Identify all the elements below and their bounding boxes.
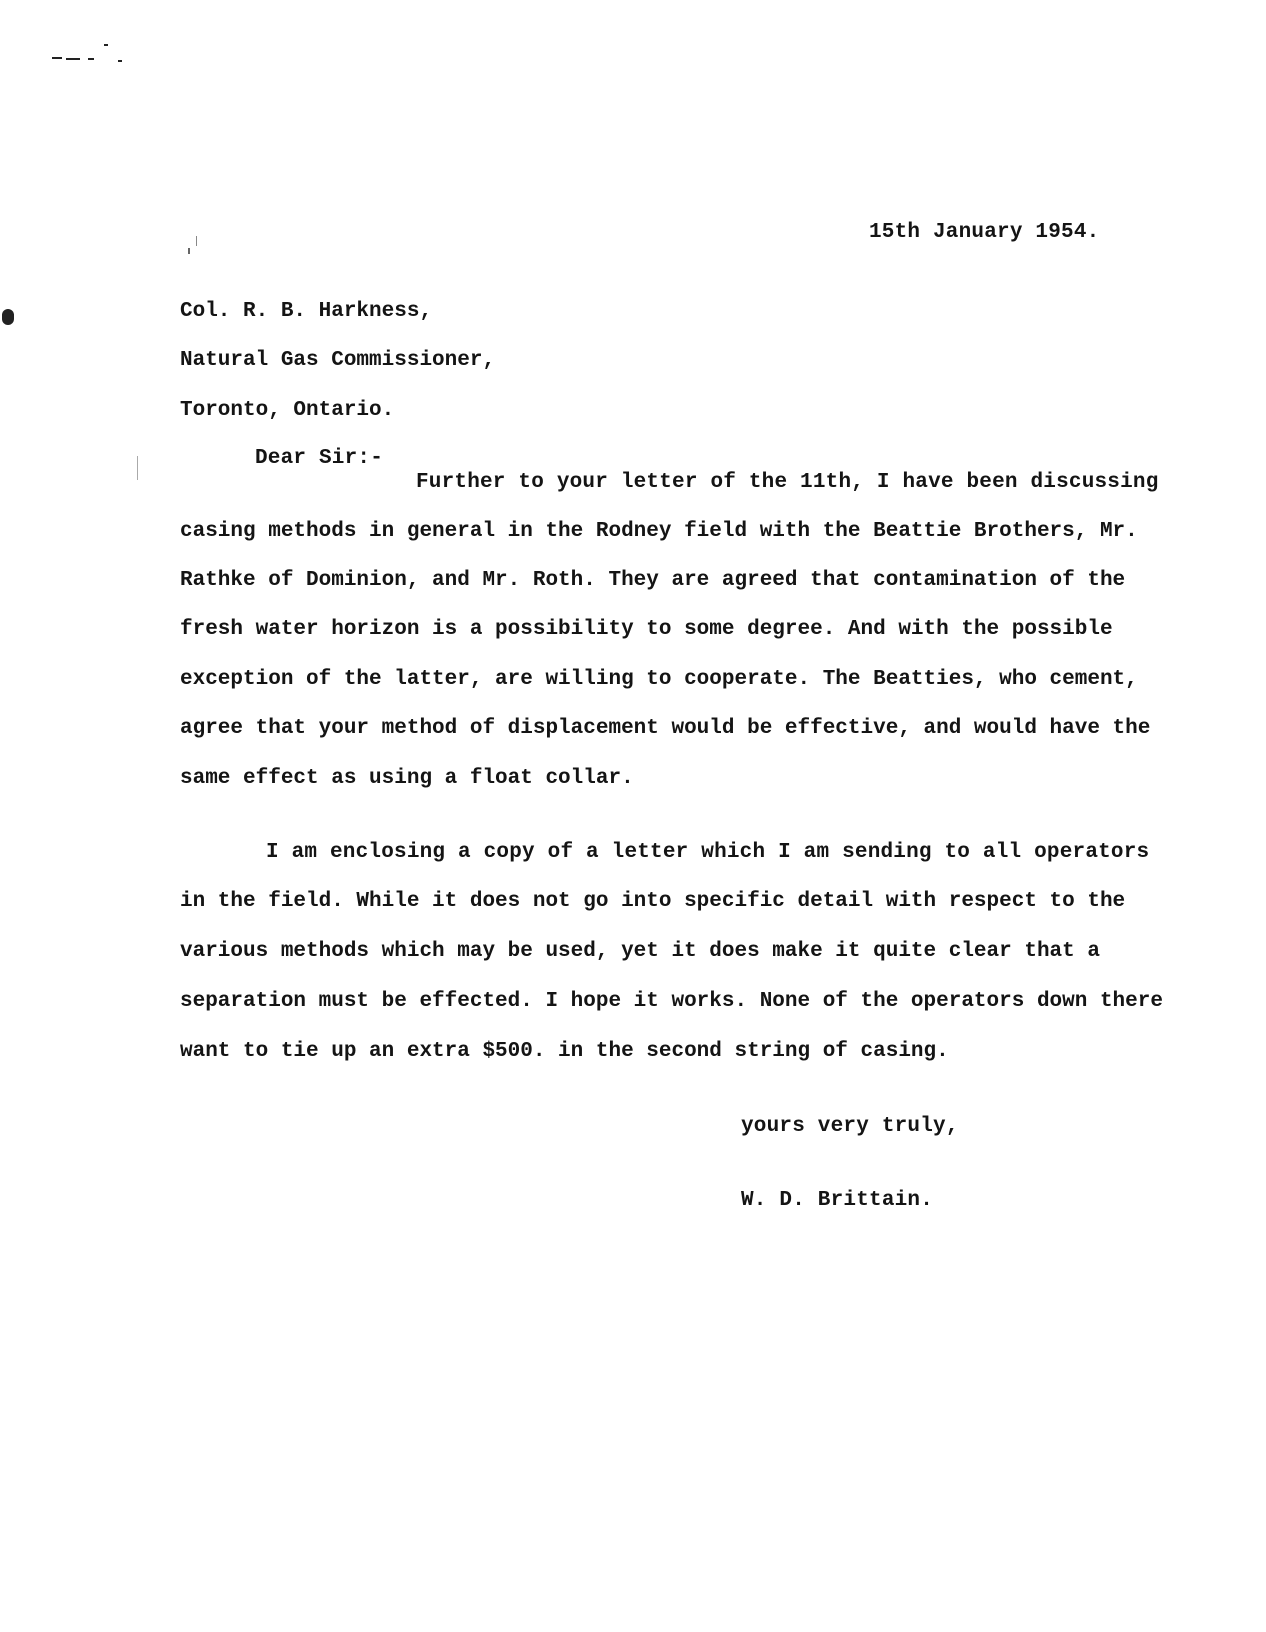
scan-blot xyxy=(2,309,14,325)
salutation: Dear Sir:- xyxy=(255,447,384,470)
paragraph2-line: I am enclosing a copy of a letter which I am sending to all operators xyxy=(266,841,1150,864)
recipient-location: Toronto, Ontario. xyxy=(180,399,395,422)
scan-mark xyxy=(52,57,62,59)
signature: W. D. Brittain. xyxy=(741,1189,934,1212)
paragraph1-line: exception of the latter, are willing to cooperate. The Beatties, who cement, xyxy=(180,668,1138,691)
scan-mark xyxy=(196,236,197,246)
closing: yours very truly, xyxy=(741,1115,959,1138)
scan-mark xyxy=(118,60,122,62)
paragraph1-line: Rathke of Dominion, and Mr. Roth. They are agreed that contamination of the xyxy=(180,569,1126,592)
paragraph1-line: agree that your method of displacement would be effective, and would have the xyxy=(180,717,1151,740)
scan-mark xyxy=(66,58,80,60)
paragraph2-line: want to tie up an extra $500. in the second string of casing. xyxy=(180,1040,949,1063)
recipient-name: Col. R. B. Harkness, xyxy=(180,300,433,323)
recipient-title: Natural Gas Commissioner, xyxy=(180,349,496,372)
paragraph1-line: Further to your letter of the 11th, I have been discussing xyxy=(416,471,1159,494)
paragraph2-line: in the field. While it does not go into specific detail with respect to the xyxy=(180,890,1126,913)
scan-mark xyxy=(104,44,108,46)
paragraph2-line: separation must be effected. I hope it works. None of the operators down there xyxy=(180,990,1163,1013)
letter-date: 15th January 1954. xyxy=(869,221,1100,244)
paragraph2-line: various methods which may be used, yet it does make it quite clear that a xyxy=(180,940,1100,963)
paragraph1-line: same effect as using a float collar. xyxy=(180,767,634,790)
scan-mark xyxy=(137,456,138,480)
paragraph1-line: fresh water horizon is a possibility to some degree. And with the possible xyxy=(180,618,1113,641)
paragraph1-line: casing methods in general in the Rodney field with the Beattie Brothers, Mr. xyxy=(180,520,1138,543)
scan-mark xyxy=(188,248,190,254)
scan-mark xyxy=(88,58,94,60)
